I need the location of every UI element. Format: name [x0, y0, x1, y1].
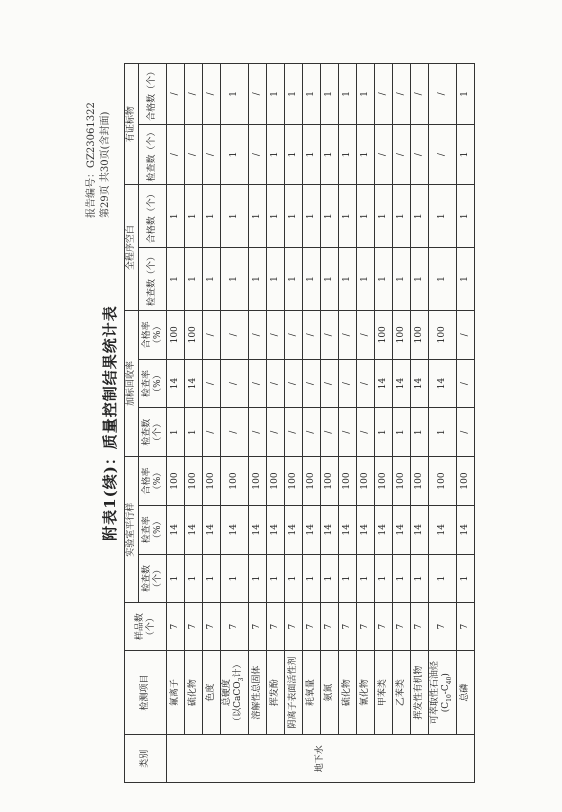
lab-rate-cell: 14 [267, 505, 285, 554]
lab-pass-cell: 100 [267, 457, 285, 506]
lab-check-cell: 1 [249, 554, 267, 603]
blank-pass-cell: 1 [321, 185, 339, 248]
spike-rate-cell: / [457, 359, 475, 408]
lab-pass-cell: 100 [339, 457, 357, 506]
ref-check-cell: 1 [457, 124, 475, 185]
table-row [303, 64, 321, 783]
blank-check-cell: 1 [393, 248, 411, 311]
item-qualifier-prefix: （以CaCO [233, 681, 244, 726]
item-qualifier-mid: -C [441, 684, 452, 695]
lab-rate-cell: 14 [303, 505, 321, 554]
ref-pass-cell: / [429, 64, 457, 125]
ref-check-cell: 1 [321, 124, 339, 185]
header-check-count: 检查数（个） [139, 124, 167, 185]
ref-pass-cell: 1 [357, 64, 375, 125]
ref-pass-cell: 1 [321, 64, 339, 125]
header-group-reference: 有证标物 [125, 64, 139, 185]
lab-check-cell: 1 [339, 554, 357, 603]
blank-check-cell: 1 [429, 248, 457, 311]
ref-check-cell: / [411, 124, 429, 185]
blank-check-cell: 1 [267, 248, 285, 311]
header-check-count: 检查数（个） [139, 554, 167, 603]
spike-rate-cell: / [357, 359, 375, 408]
blank-check-cell: 1 [203, 248, 221, 311]
lab-check-cell: 1 [303, 554, 321, 603]
item-name: 总硬度 [222, 679, 233, 707]
header-sample-count: 样品数（个） [125, 603, 167, 651]
blank-pass-cell: 1 [203, 185, 221, 248]
lab-pass-cell: 100 [249, 457, 267, 506]
ref-check-cell: / [393, 124, 411, 185]
blank-pass-cell: 1 [429, 185, 457, 248]
header-check-rate: 检查率（%） [139, 505, 167, 554]
item-cell: 挥发酚 [267, 650, 285, 734]
lab-rate-cell: 14 [203, 505, 221, 554]
lab-pass-cell: 100 [321, 457, 339, 506]
quality-control-table [124, 63, 475, 783]
spike-pass-cell: 100 [411, 310, 429, 359]
header-pass-count: 合格数（个） [139, 185, 167, 248]
lab-pass-cell: 100 [167, 457, 185, 506]
header-check-count: 检查数（个） [139, 248, 167, 311]
item-cell: 氨氮 [321, 650, 339, 734]
item-cell: 乙苯类 [393, 650, 411, 734]
lab-pass-cell: 100 [185, 457, 203, 506]
table-title: 附表1(续)：质量控制结果统计表 [101, 305, 119, 541]
spike-check-cell: / [285, 408, 303, 457]
spike-rate-cell: / [249, 359, 267, 408]
sample-cell: 7 [411, 603, 429, 651]
blank-pass-cell: 1 [267, 185, 285, 248]
ref-check-cell: / [167, 124, 185, 185]
sample-cell: 7 [221, 603, 249, 651]
subscript: 40 [445, 676, 453, 685]
spike-check-cell: 1 [375, 408, 393, 457]
category-cell: 地下水 [167, 735, 475, 783]
spike-rate-cell: 14 [429, 359, 457, 408]
lab-rate-cell: 14 [357, 505, 375, 554]
lab-check-cell: 1 [429, 554, 457, 603]
spike-check-cell: 1 [185, 408, 203, 457]
ref-pass-cell: 1 [457, 64, 475, 125]
ref-check-cell: / [203, 124, 221, 185]
spike-check-cell: / [303, 408, 321, 457]
ref-pass-cell: 1 [303, 64, 321, 125]
table-row [221, 64, 249, 783]
lab-pass-cell: 100 [393, 457, 411, 506]
spike-rate-cell: 14 [393, 359, 411, 408]
spike-check-cell: 1 [429, 408, 457, 457]
header-group-spike: 加标回收率 [125, 310, 139, 456]
blank-check-cell: 1 [321, 248, 339, 311]
header-group-lab-parallel: 实验室平行样 [125, 457, 139, 603]
ref-check-cell: 1 [285, 124, 303, 185]
spike-check-cell: / [249, 408, 267, 457]
item-cell: 硫化物 [185, 650, 203, 734]
item-qualifier-suffix: ) [441, 673, 452, 677]
lab-pass-cell: 100 [375, 457, 393, 506]
spike-pass-cell: / [221, 310, 249, 359]
sample-cell: 7 [339, 603, 357, 651]
ref-pass-cell: / [185, 64, 203, 125]
lab-rate-cell: 14 [285, 505, 303, 554]
page-number: 第29页 共30页(含封面) [100, 111, 111, 218]
sample-cell: 7 [167, 603, 185, 651]
item-cell [221, 650, 249, 734]
table-row [185, 64, 203, 783]
sample-cell: 7 [321, 603, 339, 651]
lab-rate-cell: 14 [429, 505, 457, 554]
report-number: 报告编号：GZ23061322 [86, 102, 97, 218]
lab-check-cell: 1 [393, 554, 411, 603]
item-cell: 氟离子 [167, 650, 185, 734]
header-pass-count: 合格数（个） [139, 64, 167, 125]
spike-rate-cell: 14 [411, 359, 429, 408]
blank-pass-cell: 1 [457, 185, 475, 248]
lab-rate-cell: 14 [393, 505, 411, 554]
lab-check-cell: 1 [203, 554, 221, 603]
spike-pass-cell: / [203, 310, 221, 359]
ref-pass-cell: / [411, 64, 429, 125]
spike-pass-cell: 100 [185, 310, 203, 359]
rotated-page-content [83, 63, 470, 783]
table-row [393, 64, 411, 783]
sample-cell: 7 [303, 603, 321, 651]
subscript: 3 [237, 677, 245, 682]
subscript: 10 [445, 694, 453, 702]
lab-check-cell: 1 [321, 554, 339, 603]
table-row [203, 64, 221, 783]
blank-pass-cell: 1 [249, 185, 267, 248]
lab-rate-cell: 14 [375, 505, 393, 554]
lab-check-cell: 1 [221, 554, 249, 603]
spike-pass-cell: / [357, 310, 375, 359]
lab-check-cell: 1 [285, 554, 303, 603]
spike-pass-cell: 100 [375, 310, 393, 359]
ref-check-cell: 1 [303, 124, 321, 185]
spike-pass-cell: / [321, 310, 339, 359]
header-group-blank: 全程序空白 [125, 185, 139, 311]
header-pass-rate: 合格率（%） [139, 310, 167, 359]
spike-rate-cell: / [321, 359, 339, 408]
lab-check-cell: 1 [357, 554, 375, 603]
lab-rate-cell: 14 [411, 505, 429, 554]
spike-check-cell: 1 [167, 408, 185, 457]
lab-check-cell: 1 [185, 554, 203, 603]
header-item: 检测项目 [125, 650, 167, 734]
lab-pass-cell: 100 [411, 457, 429, 506]
table-body [167, 64, 475, 783]
table-row [267, 64, 285, 783]
blank-check-cell: 1 [375, 248, 393, 311]
item-cell: 氰化物 [357, 650, 375, 734]
lab-pass-cell: 100 [303, 457, 321, 506]
item-cell: 甲苯类 [375, 650, 393, 734]
ref-pass-cell: 1 [221, 64, 249, 125]
lab-rate-cell: 14 [339, 505, 357, 554]
blank-pass-cell: 1 [357, 185, 375, 248]
sample-cell: 7 [375, 603, 393, 651]
sample-cell: 7 [393, 603, 411, 651]
table-row [457, 64, 475, 783]
blank-check-cell: 1 [457, 248, 475, 311]
spike-check-cell: 1 [411, 408, 429, 457]
lab-pass-cell: 100 [457, 457, 475, 506]
sample-cell: 7 [429, 603, 457, 651]
lab-rate-cell: 14 [249, 505, 267, 554]
header-category: 类别 [125, 735, 167, 783]
blank-check-cell: 1 [167, 248, 185, 311]
ref-check-cell: 1 [339, 124, 357, 185]
spike-pass-cell: / [285, 310, 303, 359]
ref-check-cell: / [249, 124, 267, 185]
spike-pass-cell: / [457, 310, 475, 359]
item-cell: 硫化物 [339, 650, 357, 734]
table-row [357, 64, 375, 783]
blank-check-cell: 1 [185, 248, 203, 311]
table-row [285, 64, 303, 783]
header-check-rate: 检查率（%） [139, 359, 167, 408]
lab-rate-cell: 14 [185, 505, 203, 554]
lab-pass-cell: 100 [285, 457, 303, 506]
blank-pass-cell: 1 [221, 185, 249, 248]
item-cell [429, 650, 457, 734]
spike-pass-cell: / [303, 310, 321, 359]
spike-check-cell: / [221, 408, 249, 457]
lab-rate-cell: 14 [167, 505, 185, 554]
spike-rate-cell: / [203, 359, 221, 408]
blank-pass-cell: 1 [185, 185, 203, 248]
spike-rate-cell: / [339, 359, 357, 408]
sample-cell: 7 [267, 603, 285, 651]
ref-check-cell: / [429, 124, 457, 185]
blank-pass-cell: 1 [303, 185, 321, 248]
table-row [339, 64, 357, 783]
item-cell: 阴离子表面活性剂 [285, 650, 303, 734]
lab-check-cell: 1 [267, 554, 285, 603]
spike-pass-cell: / [339, 310, 357, 359]
lab-rate-cell: 14 [221, 505, 249, 554]
table-row [167, 64, 185, 783]
blank-pass-cell: 1 [339, 185, 357, 248]
blank-pass-cell: 1 [167, 185, 185, 248]
sample-cell: 7 [249, 603, 267, 651]
table-row [321, 64, 339, 783]
ref-pass-cell: / [375, 64, 393, 125]
spike-pass-cell: / [267, 310, 285, 359]
sample-cell: 7 [185, 603, 203, 651]
item-cell: 耗氧量 [303, 650, 321, 734]
item-qualifier-prefix: (C [441, 701, 452, 713]
ref-pass-cell: 1 [339, 64, 357, 125]
spike-rate-cell: / [303, 359, 321, 408]
item-qualifier-suffix: 计） [233, 659, 244, 678]
lab-pass-cell: 100 [203, 457, 221, 506]
spike-check-cell: 1 [393, 408, 411, 457]
table-header [125, 64, 167, 783]
spike-pass-cell: 100 [167, 310, 185, 359]
lab-pass-cell: 100 [429, 457, 457, 506]
ref-check-cell: / [375, 124, 393, 185]
lab-check-cell: 1 [167, 554, 185, 603]
blank-check-cell: 1 [221, 248, 249, 311]
item-name: 可萃取性石油烃 [430, 661, 441, 725]
sample-cell: 7 [357, 603, 375, 651]
spike-pass-cell: / [249, 310, 267, 359]
item-cell: 溶解性总固体 [249, 650, 267, 734]
ref-pass-cell: / [393, 64, 411, 125]
sample-cell: 7 [457, 603, 475, 651]
table-row [429, 64, 457, 783]
spike-check-cell: / [321, 408, 339, 457]
spike-pass-cell: 100 [393, 310, 411, 359]
blank-pass-cell: 1 [285, 185, 303, 248]
spike-check-cell: / [267, 408, 285, 457]
table-row [375, 64, 393, 783]
lab-check-cell: 1 [457, 554, 475, 603]
blank-check-cell: 1 [411, 248, 429, 311]
ref-check-cell: / [185, 124, 203, 185]
blank-pass-cell: 1 [393, 185, 411, 248]
blank-pass-cell: 1 [411, 185, 429, 248]
spike-check-cell: / [339, 408, 357, 457]
lab-rate-cell: 14 [321, 505, 339, 554]
spike-pass-cell: 100 [429, 310, 457, 359]
table-row [411, 64, 429, 783]
lab-check-cell: 1 [411, 554, 429, 603]
ref-check-cell: 1 [267, 124, 285, 185]
ref-check-cell: 1 [357, 124, 375, 185]
spike-rate-cell: / [267, 359, 285, 408]
spike-rate-cell: 14 [185, 359, 203, 408]
spike-rate-cell: / [285, 359, 303, 408]
header-check-count: 检查数（个） [139, 408, 167, 457]
table-row [249, 64, 267, 783]
blank-check-cell: 1 [339, 248, 357, 311]
blank-pass-cell: 1 [375, 185, 393, 248]
blank-check-cell: 1 [357, 248, 375, 311]
sample-cell: 7 [285, 603, 303, 651]
spike-check-cell: / [457, 408, 475, 457]
blank-check-cell: 1 [303, 248, 321, 311]
spike-rate-cell: 14 [167, 359, 185, 408]
item-cell: 色度 [203, 650, 221, 734]
blank-check-cell: 1 [249, 248, 267, 311]
ref-check-cell: 1 [221, 124, 249, 185]
lab-check-cell: 1 [375, 554, 393, 603]
lab-pass-cell: 100 [221, 457, 249, 506]
ref-pass-cell: / [167, 64, 185, 125]
ref-pass-cell: / [249, 64, 267, 125]
ref-pass-cell: / [203, 64, 221, 125]
spike-rate-cell: 14 [375, 359, 393, 408]
spike-check-cell: / [357, 408, 375, 457]
ref-pass-cell: 1 [285, 64, 303, 125]
spike-rate-cell: / [221, 359, 249, 408]
sample-cell: 7 [203, 603, 221, 651]
lab-rate-cell: 14 [457, 505, 475, 554]
blank-check-cell: 1 [285, 248, 303, 311]
item-cell: 挥发性有机物 [411, 650, 429, 734]
spike-check-cell: / [203, 408, 221, 457]
lab-pass-cell: 100 [357, 457, 375, 506]
ref-pass-cell: 1 [267, 64, 285, 125]
item-cell: 总磷 [457, 650, 475, 734]
header-pass-rate: 合格率（%） [139, 457, 167, 506]
